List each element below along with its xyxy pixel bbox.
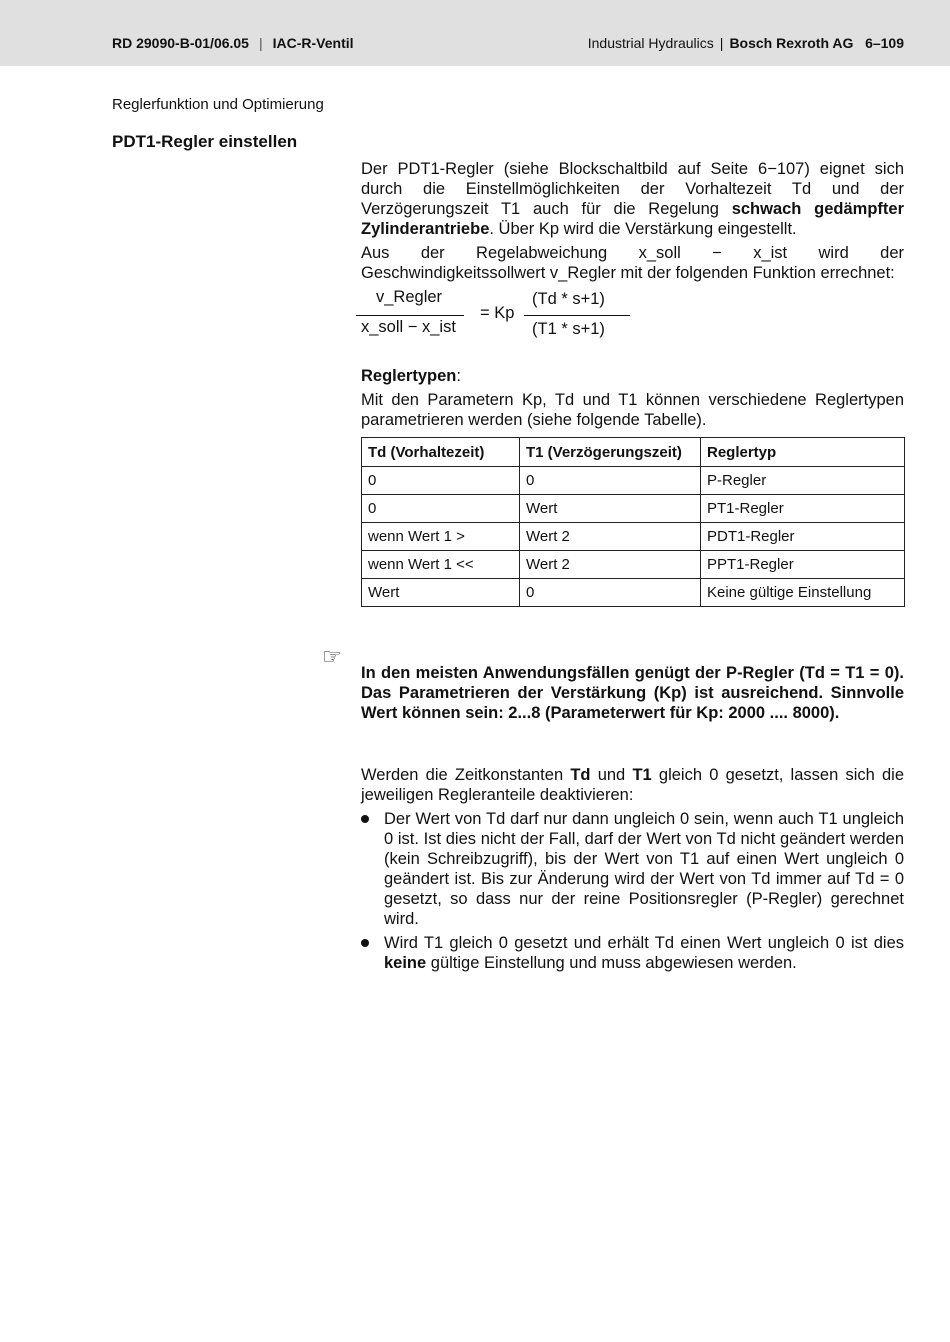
bullet-text: Wird T1 gleich 0 gesetzt und erhält Td einen Wert ungleich 0 ist dies — [384, 934, 904, 952]
regler-types-table — [361, 437, 905, 607]
bullet-list — [361, 809, 904, 977]
bullet-text: Der Wert von Td darf nur dann ungleich 0 sein, wenn auch T1 ungleich 0 ist. Ist dies nicht der Fall, darf der Wert von Td nicht geändert werden (kein Schreibzugriff), bis der Wert von T1 auf einen Wert ungleich 0 geändert ist. Bis zur Änderung wird der Wert von Td immer auf Td = 0 gesetzt, so dass nur der reine Positionsregler (P-Regler) gerechnet wird. — [384, 810, 904, 928]
division-name: Industrial Hydraulics — [587, 35, 714, 51]
table-cell: 0 — [520, 579, 701, 607]
table-cell: P-Regler — [701, 467, 905, 495]
formula-right-fraction-line — [524, 315, 630, 316]
header-right — [588, 35, 904, 51]
header-separator: | — [258, 35, 263, 51]
bullet-text-end: gültige Einstellung und muss abgewiesen werden. — [426, 954, 797, 972]
section-title: PDT1-Regler einstellen — [112, 132, 298, 151]
table-cell: PT1-Regler — [701, 495, 905, 523]
intro-bold-text: schwach gedämpfter Zylinderantriebe — [361, 200, 904, 238]
formula-intro-paragraph: Aus der Regelabweichung x_soll − x_ist wird der Geschwindigkeitssollwert v_Regler mit der folgenden Funktion errechnet: — [361, 244, 904, 282]
table-cell: 0 — [362, 495, 520, 523]
table-header-cell: Td (Vorhaltezeit) — [362, 438, 520, 467]
bullet-dot-icon — [361, 815, 369, 823]
bullet-dot-icon — [361, 939, 369, 947]
intro-text-end: . Über Kp wird die Verstärkung eingestellt. — [489, 220, 797, 238]
pointing-hand-icon: ☞ — [322, 644, 342, 669]
reglertypen-paragraph: Mit den Parametern Kp, Td und T1 können verschiedene Reglertypen parametrieren werden (siehe folgende Tabelle). — [361, 391, 904, 429]
transfer-function-formula — [356, 288, 636, 348]
formula-right-numerator: (Td * s+1) — [532, 290, 605, 308]
reglertypen-heading-text: Reglertypen — [361, 367, 457, 385]
time-constants-paragraph — [361, 765, 904, 805]
formula-left-denominator: x_soll − x_ist — [361, 318, 456, 336]
table-cell: 0 — [520, 467, 701, 495]
header-separator: | — [719, 35, 724, 51]
reglertypen-heading-colon: : — [456, 367, 461, 385]
paragraph-text: gleich 0 gesetzt, lassen sich die jeweiligen Regleranteile deaktivieren: — [361, 766, 905, 804]
table-cell: Keine gültige Einstellung — [701, 579, 905, 607]
page-header — [0, 0, 950, 66]
formula-left-numerator: v_Regler — [376, 288, 443, 306]
table-cell: wenn Wert 1 << — [362, 551, 520, 579]
table-row — [362, 495, 905, 523]
header-left — [112, 35, 354, 51]
table-cell: PDT1-Regler — [701, 523, 905, 551]
table-cell: Wert 2 — [520, 551, 701, 579]
doc-number: RD 29090-B-01/06.05 — [112, 35, 249, 51]
formula-right-denominator: (T1 * s+1) — [532, 320, 605, 338]
table-row — [362, 523, 905, 551]
note-paragraph: In den meisten Anwendungsfällen genügt der P-Regler (Td = T1 = 0). Das Parametrieren der Verstärkung (Kp) ist ausreichend. Sinnvolle Wert können sein: 2...8 (Parameterwert für Kp: 2000 .... 8000). — [361, 663, 904, 722]
formula-left-fraction-line — [356, 315, 464, 316]
reglertypen-heading — [361, 366, 904, 386]
formula-equals-gain: = Kp — [480, 304, 515, 322]
table-header-cell: Reglertyp — [701, 438, 905, 467]
paragraph-text: und — [590, 766, 633, 784]
table-cell: Wert — [362, 579, 520, 607]
paragraph-bold-t1: T1 — [632, 766, 652, 784]
intro-paragraph — [361, 159, 904, 239]
table-cell: PPT1-Regler — [701, 551, 905, 579]
table-cell: Wert — [520, 495, 701, 523]
table-cell: wenn Wert 1 > — [362, 523, 520, 551]
table-row — [362, 551, 905, 579]
paragraph-text: Werden die Zeitkonstanten — [361, 766, 571, 784]
table-header-row — [362, 438, 905, 467]
list-item — [361, 809, 904, 929]
table-row — [362, 579, 905, 607]
page-number: 6–109 — [865, 35, 904, 51]
intro-text: Der PDT1-Regler (siehe Blockschaltbild auf Seite 6−107) eignet sich durch die Einstellmöglichkeiten der Vorhaltezeit Td und der Verzögerungszeit T1 auch für die Regelung — [361, 160, 904, 218]
table-row — [362, 467, 905, 495]
bullet-bold-text: keine — [384, 954, 427, 972]
company-name: Bosch Rexroth AG — [729, 35, 854, 51]
list-item — [361, 933, 904, 973]
section-label: Reglerfunktion und Optimierung — [112, 96, 324, 113]
table-cell: Wert 2 — [520, 523, 701, 551]
paragraph-bold-td: Td — [570, 766, 591, 784]
table-cell: 0 — [362, 467, 520, 495]
table-header-cell: T1 (Verzögerungszeit) — [520, 438, 701, 467]
product-name: IAC-R-Ventil — [272, 35, 354, 51]
